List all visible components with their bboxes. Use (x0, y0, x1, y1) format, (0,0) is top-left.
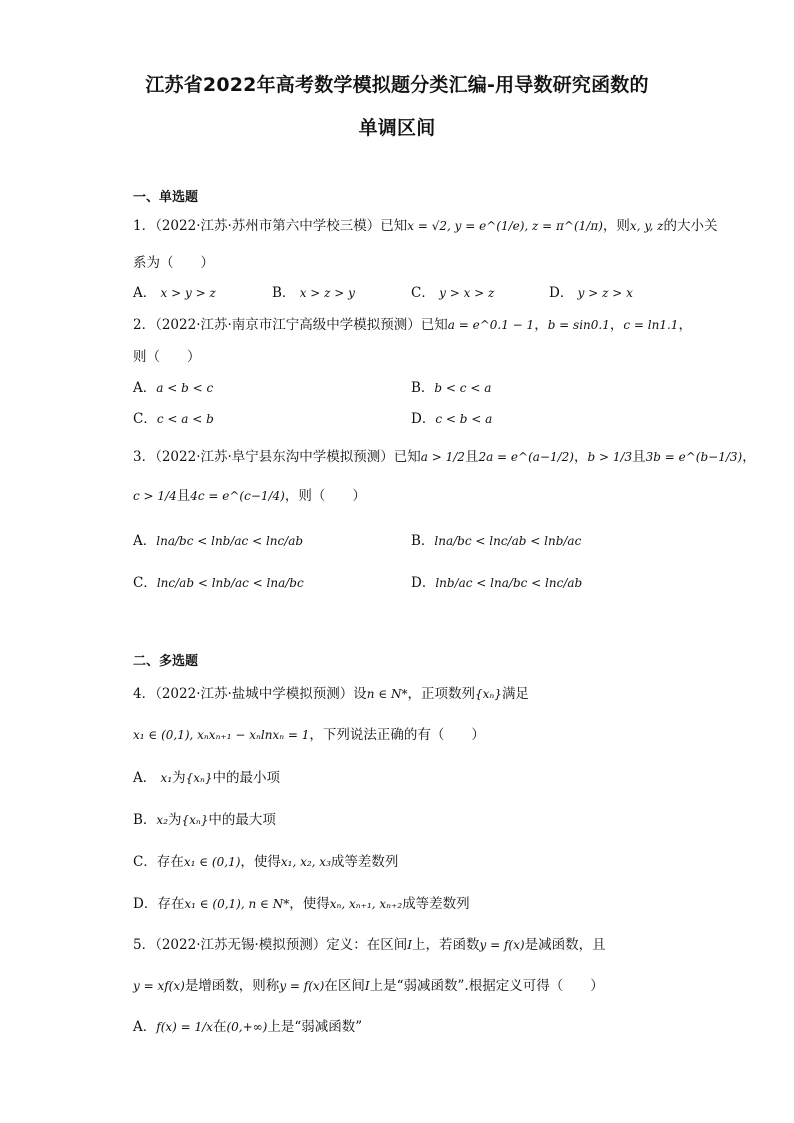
question-5-stem (133, 934, 606, 956)
question-3-stem (133, 446, 756, 468)
q4-option-b-text2: 中的最大项 (208, 812, 276, 828)
q3-sep1: ， (573, 449, 588, 465)
q1-prefix: 1．（2022·江苏·苏州市第六中学校三模）已知 (133, 218, 408, 234)
q1-option-d-expr: y > z > x (577, 286, 633, 300)
q4-option-b-label: B． (133, 812, 157, 828)
q4-eq: x₁ ∈ (0,1), xₙxₙ₊₁ − xₙlnxₙ = 1 (133, 728, 310, 742)
q5-mid4: 在区间 (324, 978, 365, 994)
q2-a: a = e^0.1 − 1 (447, 318, 535, 332)
q4-option-c-label: C．存在 (133, 854, 184, 870)
q3-option-a (133, 530, 303, 552)
q4-option-d-label: D．存在 (133, 896, 185, 912)
q4-option-c-cond: x₁ ∈ (0,1) (183, 855, 241, 869)
q1-option-c (411, 282, 494, 304)
q2-option-d-label: D． (411, 411, 436, 427)
q5-option-a-interval: (0,+∞) (226, 1020, 268, 1034)
question-1-stem (133, 215, 717, 237)
q4-mid: ，正项数列 (407, 686, 476, 702)
q4-option-c-text1: ，使得 (240, 854, 281, 870)
q3-and2: 且 (632, 449, 646, 465)
q2-option-b-label: B． (411, 380, 435, 396)
q3-and1: 且 (464, 449, 479, 465)
q4-seq: {xₙ} (475, 687, 502, 701)
q2-option-d (411, 408, 492, 430)
q2-post: ， (678, 317, 692, 333)
q4-prefix: 4．（2022·江苏·盐城中学模拟预测）设 (133, 686, 367, 702)
q1-vars: x, y, z (629, 219, 664, 233)
q4-option-a-text1: 为 (172, 770, 186, 786)
q4-option-d-text1: ，使得 (289, 896, 330, 912)
q1-post: 的大小关 (663, 218, 718, 234)
q4-option-a-text2: 中的最小项 (212, 770, 281, 786)
q4-cond: n ∈ N* (366, 687, 408, 701)
q4-option-d-text2: 成等差数列 (402, 896, 470, 912)
q4-option-a-seq: {xₙ} (185, 771, 213, 785)
q2-option-d-expr: c < b < a (435, 412, 493, 426)
q4-post: 满足 (501, 686, 529, 702)
q2-prefix: 2．（2022·江苏·南京市江宁高级中学模拟预测）已知 (133, 317, 448, 333)
q1-option-a (133, 282, 216, 304)
q3-option-b-expr: lna/bc < lnc/ab < lnb/ac (434, 534, 582, 548)
q1-option-a-label: A． (133, 285, 157, 301)
q1-option-c-label: C． (411, 285, 435, 301)
q3-option-d (411, 572, 582, 594)
q3-option-d-expr: lnb/ac < lna/bc < lnc/ab (435, 576, 583, 590)
q1-option-b-label: B． (272, 285, 296, 301)
q1-option-c-expr: y > x > z (439, 286, 495, 300)
q3-option-d-label: D． (411, 575, 436, 591)
q4-eq-post: ，下列说法正确的有（ ） (309, 727, 485, 743)
q3-sep2: ， (742, 449, 756, 465)
question-4-cont (133, 724, 485, 746)
doc-title-line2: 单调区间 (358, 117, 436, 139)
question-4-stem (133, 683, 529, 705)
q2-option-a-expr: a < b < c (156, 381, 214, 395)
q4-option-b-seq: {xₙ} (181, 813, 209, 827)
q5-option-a-text2: 上是“弱减函数” (267, 1019, 363, 1035)
question-2-cont: 则（ ） (133, 349, 201, 365)
question-1-cont: 系为（ ） (133, 255, 214, 271)
q3-option-c (133, 572, 304, 594)
q1-option-d (549, 282, 633, 304)
q2-c: c = ln1.1 (623, 318, 679, 332)
q2-option-c-label: C． (133, 411, 157, 427)
q3-option-b (411, 530, 581, 552)
q4-option-a-label: A． (133, 770, 157, 786)
q3-option-b-label: B． (411, 533, 435, 549)
q3-option-a-expr: lna/bc < lnb/ac < lnc/ab (156, 534, 304, 548)
q2-option-a-label: A． (133, 380, 157, 396)
q5-option-a-label: A． (133, 1019, 157, 1035)
q3-post: ，则（ ） (284, 488, 366, 504)
q2-option-b-expr: b < c < a (434, 381, 492, 395)
q5-option-a (133, 1016, 362, 1038)
q1-option-a-expr: x > y > z (160, 286, 216, 300)
q5-option-a-func: f(x) = 1/x (156, 1020, 213, 1034)
q3-eq-c: 4c = e^(c−1/4) (190, 489, 285, 503)
q3-cond-a: a > 1/2 (420, 450, 465, 464)
q5-xf: y = xf(x) (133, 979, 185, 993)
q4-option-d-vars: xₙ, xₙ₊₁, xₙ₊₂ (329, 897, 403, 911)
q3-option-c-label: C． (133, 575, 157, 591)
question-5-cont (133, 975, 604, 997)
q3-cond-c: c > 1/4 (133, 489, 177, 503)
q1-option-b (272, 282, 355, 304)
q2-option-a (133, 377, 213, 399)
q3-cond-b: b > 1/3 (587, 450, 633, 464)
q2-option-c (133, 408, 214, 430)
q2-sep1: ， (534, 317, 548, 333)
doc-title-line1: 江苏省2022年高考数学模拟题分类汇编-用导数研究函数的 (145, 74, 649, 96)
q3-and3: 且 (176, 488, 191, 504)
q4-option-b-text1: 为 (168, 812, 182, 828)
q4-option-a-var: x₁ (160, 771, 173, 785)
q5-post: 上是“弱减函数”.根据定义可得（ ） (369, 978, 604, 994)
q4-option-d (133, 893, 470, 915)
q4-option-c-text2: 成等差数列 (330, 854, 399, 870)
q2-option-c-expr: c < a < b (156, 412, 214, 426)
q4-option-c (133, 851, 398, 873)
q3-eq-b: 3b = e^(b−1/3) (645, 450, 743, 464)
q3-eq-a: 2a = e^(a−1/2) (478, 450, 574, 464)
q5-option-a-text1: 在 (212, 1019, 227, 1035)
q5-func2: y = f(x) (279, 979, 325, 993)
q4-option-d-cond: x₁ ∈ (0,1), n ∈ N* (184, 897, 290, 911)
q5-mid2: 是减函数，且 (524, 937, 606, 953)
section-heading-multi-choice: 二、多选题 (133, 654, 199, 669)
q1-formula: x = √2, y = e^(1/e), z = π^(1/π) (407, 219, 603, 233)
section-heading-single-choice: 一、单选题 (133, 190, 199, 205)
question-3-cont (133, 485, 366, 507)
q3-prefix: 3．（2022·江苏·阜宁县东沟中学模拟预测）已知 (133, 449, 421, 465)
q4-option-c-vars: x₁, x₂, x₃ (280, 855, 331, 869)
question-2-stem (133, 314, 692, 336)
q2-b: b = sin0.1 (547, 318, 610, 332)
q4-option-b (133, 809, 276, 831)
q5-mid3: 是增函数，则称 (184, 978, 280, 994)
q5-interval: I (407, 938, 413, 952)
q2-option-b (411, 377, 491, 399)
q4-option-b-var: x₂ (156, 813, 168, 827)
q5-func: y = f(x) (479, 938, 525, 952)
q1-option-b-expr: x > z > y (299, 286, 355, 300)
q4-option-a (133, 767, 280, 789)
q3-option-a-label: A． (133, 533, 157, 549)
q3-option-c-expr: lnc/ab < lnb/ac < lna/bc (156, 576, 304, 590)
q1-mid: ，则 (602, 218, 630, 234)
q5-mid1: 上，若函数 (412, 937, 480, 953)
q1-option-d-label: D． (549, 285, 574, 301)
q5-prefix: 5．（2022·江苏无锡·模拟预测）定义：在区间 (133, 937, 408, 953)
q2-sep2: ， (609, 317, 624, 333)
q5-interval2: I (364, 979, 370, 993)
